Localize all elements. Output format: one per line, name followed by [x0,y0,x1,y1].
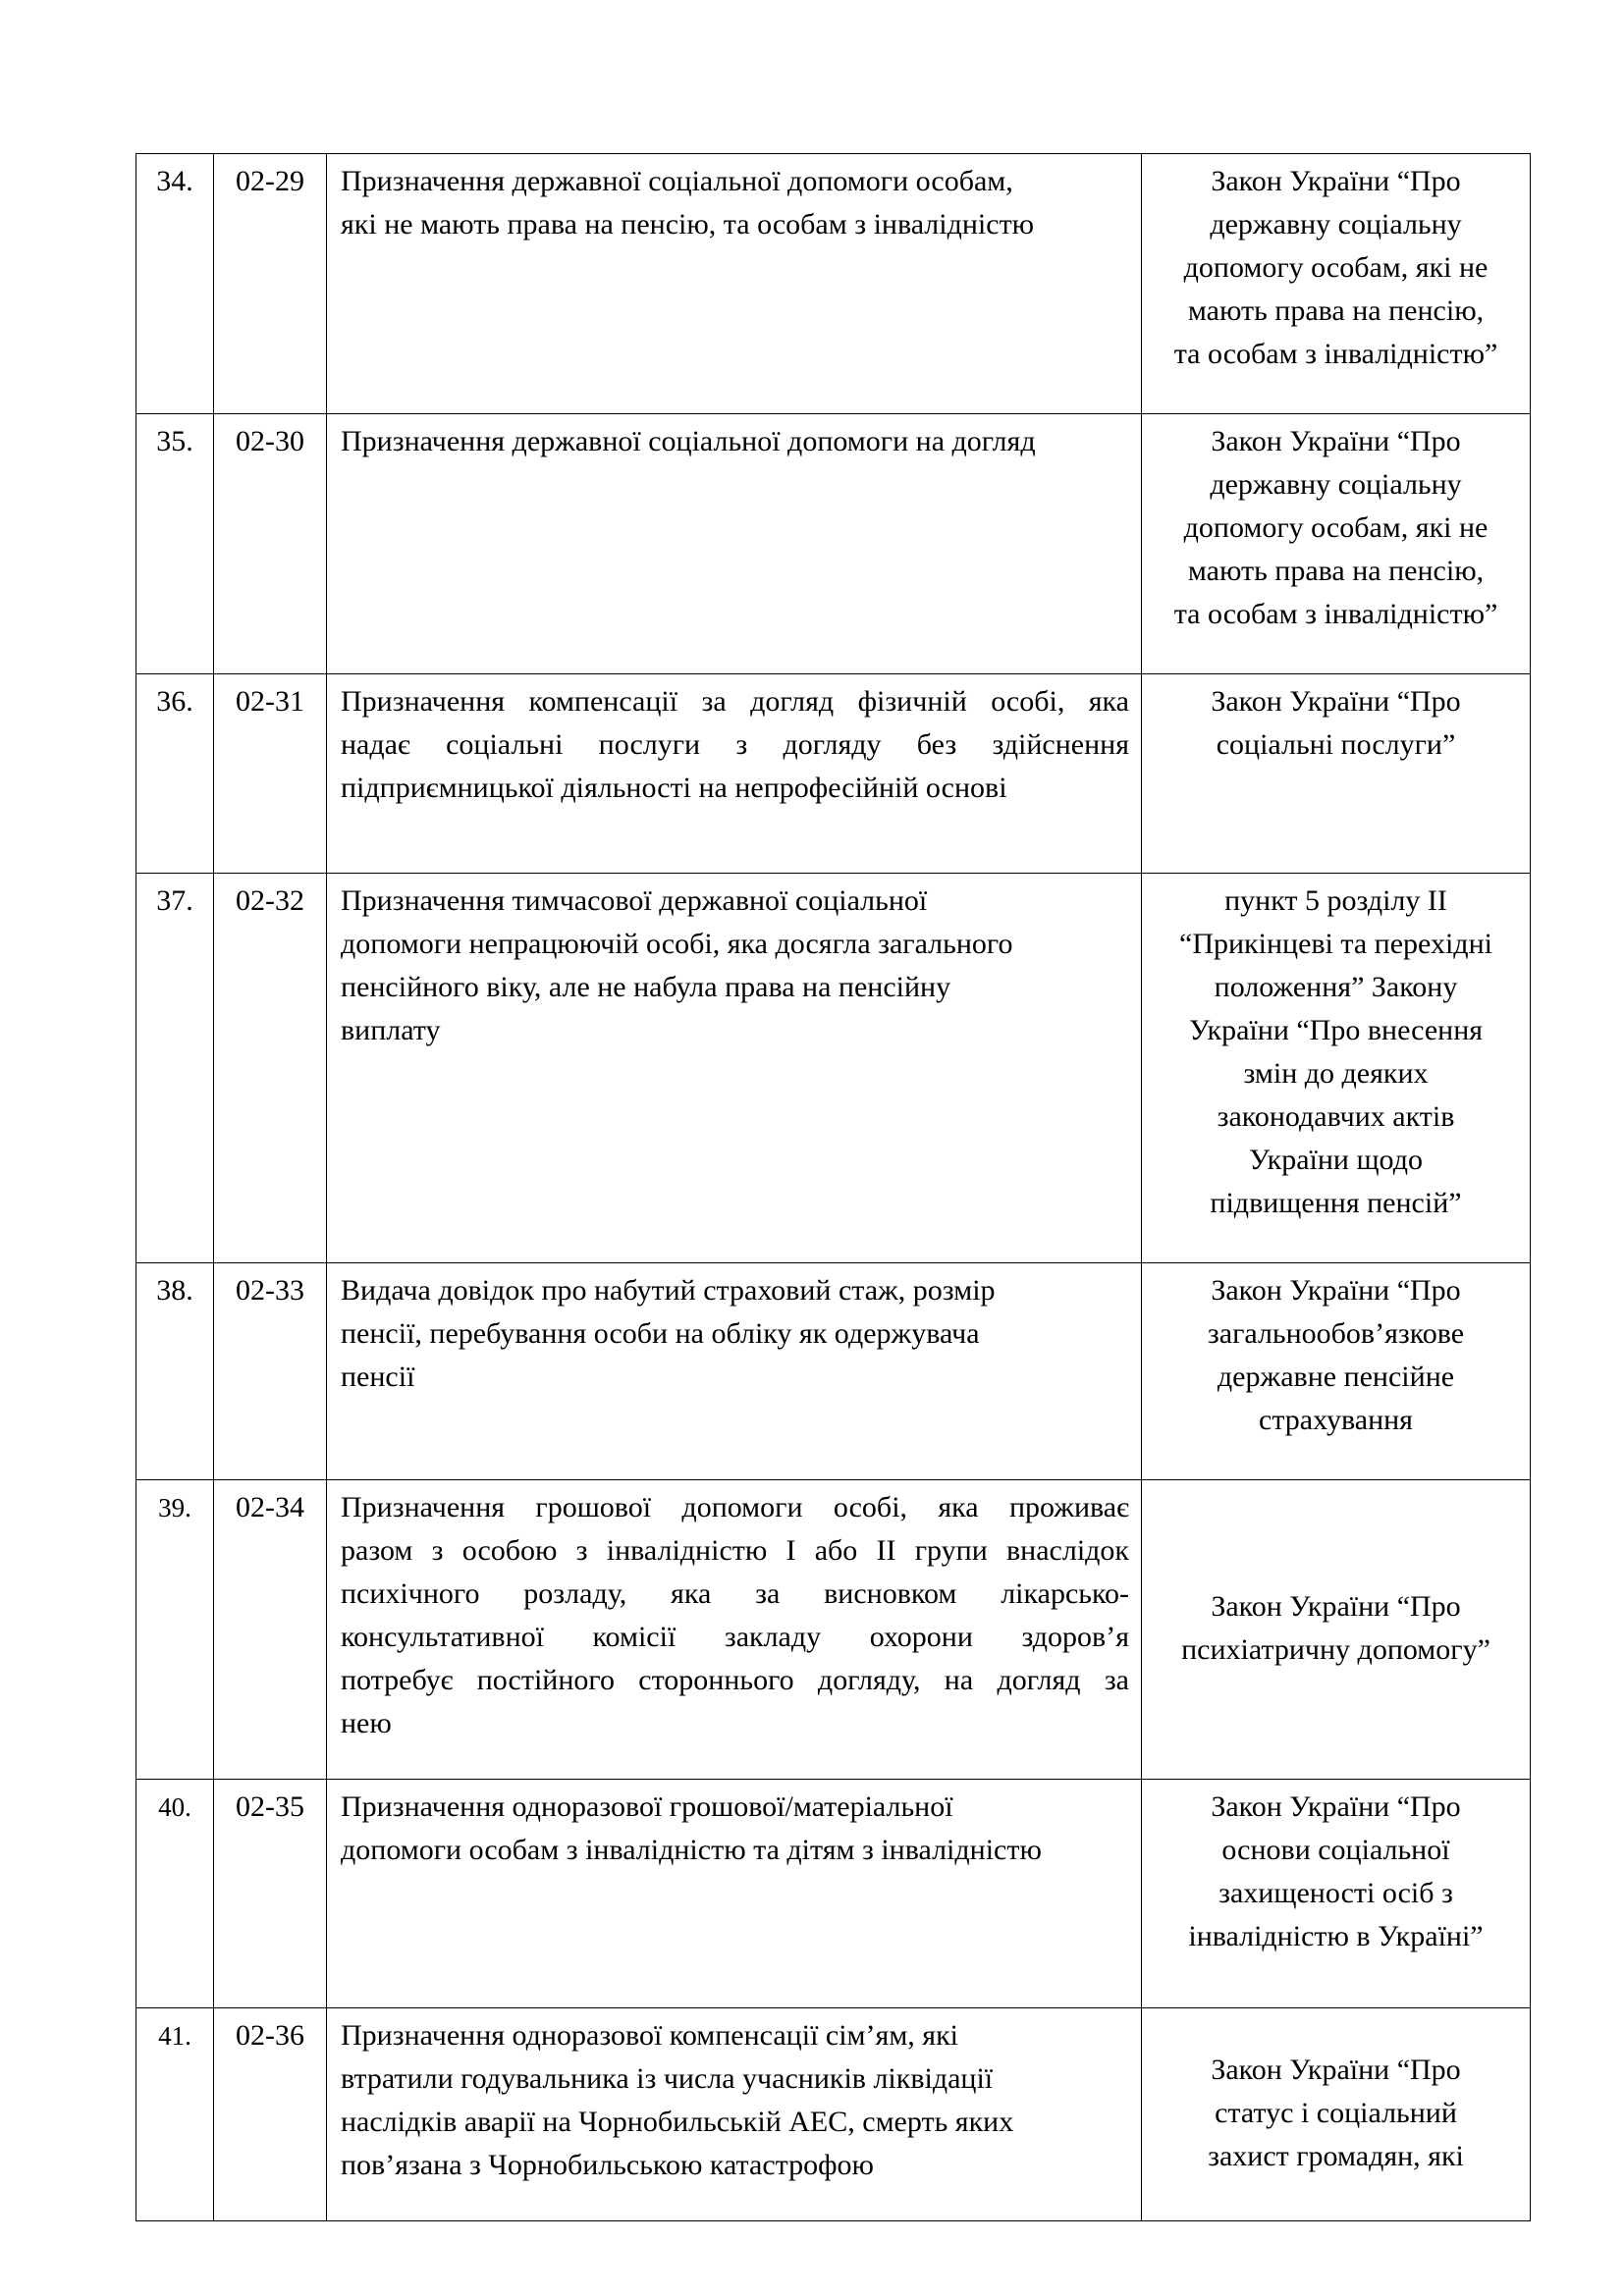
service-name: Призначення тимчасової державної соціальної допомоги непрацюючій особі, яка досягла загального пенсійного віку, але не набула права на пенсійну виплату [327,874,1142,1263]
service-code: 02-31 [214,674,327,874]
service-name: Призначення компенсації за догляд фізичній особі, яка надає соціальні послуги з догляду без здійснення підприємницької діяльності на непрофесійній основі [327,674,1142,874]
table-row [136,874,1531,1263]
row-number: 34. [136,154,214,414]
table-row [136,414,1531,674]
table-row [136,1480,1531,1780]
row-number: 39. [136,1480,214,1780]
row-number: 41. [136,2008,214,2221]
legal-basis: пункт 5 розділу II “Прикінцеві та перехідні положення” Закону України “Про внесення змін до деяких законодавчих актів України щодо підвищення пенсій” [1142,874,1531,1263]
row-number: 38. [136,1263,214,1480]
row-number: 35. [136,414,214,674]
service-code: 02-29 [214,154,327,414]
legal-basis: Закон України “Про статус і соціальний захист громадян, які [1142,2008,1531,2221]
row-number: 36. [136,674,214,874]
legal-basis: Закон України “Про загальнообов’язкове державне пенсійне страхування [1142,1263,1531,1480]
table-row [136,2008,1531,2221]
service-code: 02-35 [214,1780,327,2008]
row-number: 40. [136,1780,214,2008]
service-name: Призначення одноразової грошової/матеріальної допомоги особам з інвалідністю та дітям з інвалідністю [327,1780,1142,2008]
service-code: 02-30 [214,414,327,674]
service-code: 02-33 [214,1263,327,1480]
service-name: Призначення державної соціальної допомоги особам, які не мають права на пенсію, та особам з інвалідністю [327,154,1142,414]
row-number: 37. [136,874,214,1263]
service-name: Призначення грошової допомоги особі, яка проживає разом з особою з інвалідністю I або II групи внаслідок психічного розладу, яка за висновком лікарсько- консультативної комісії закладу охорони здоров’я потребує постійного стороннього догляду, на догляд за нею [327,1480,1142,1780]
legal-basis: Закон України “Про основи соціальної захищеності осіб з інвалідністю в Україні” [1142,1780,1531,2008]
service-code: 02-34 [214,1480,327,1780]
table-row [136,674,1531,874]
service-code: 02-36 [214,2008,327,2221]
table-row [136,1780,1531,2008]
table-row [136,154,1531,414]
legal-basis: Закон України “Про психіатричну допомогу” [1142,1480,1531,1780]
services-table [135,153,1531,2221]
service-name: Призначення одноразової компенсації сім’ям, які втратили годувальника із числа учасників ліквідації наслідків аварії на Чорнобильській АЕС, смерть яких пов’язана з Чорнобильською катастрофою [327,2008,1142,2221]
table-row [136,1263,1531,1480]
legal-basis: Закон України “Про соціальні послуги” [1142,674,1531,874]
service-name: Призначення державної соціальної допомоги на догляд [327,414,1142,674]
service-name: Видача довідок про набутий страховий стаж, розмір пенсії, перебування особи на обліку як одержувача пенсії [327,1263,1142,1480]
legal-basis: Закон України “Про державну соціальну допомогу особам, які не мають права на пенсію, та особам з інвалідністю” [1142,154,1531,414]
service-code: 02-32 [214,874,327,1263]
legal-basis: Закон України “Про державну соціальну допомогу особам, які не мають права на пенсію, та особам з інвалідністю” [1142,414,1531,674]
